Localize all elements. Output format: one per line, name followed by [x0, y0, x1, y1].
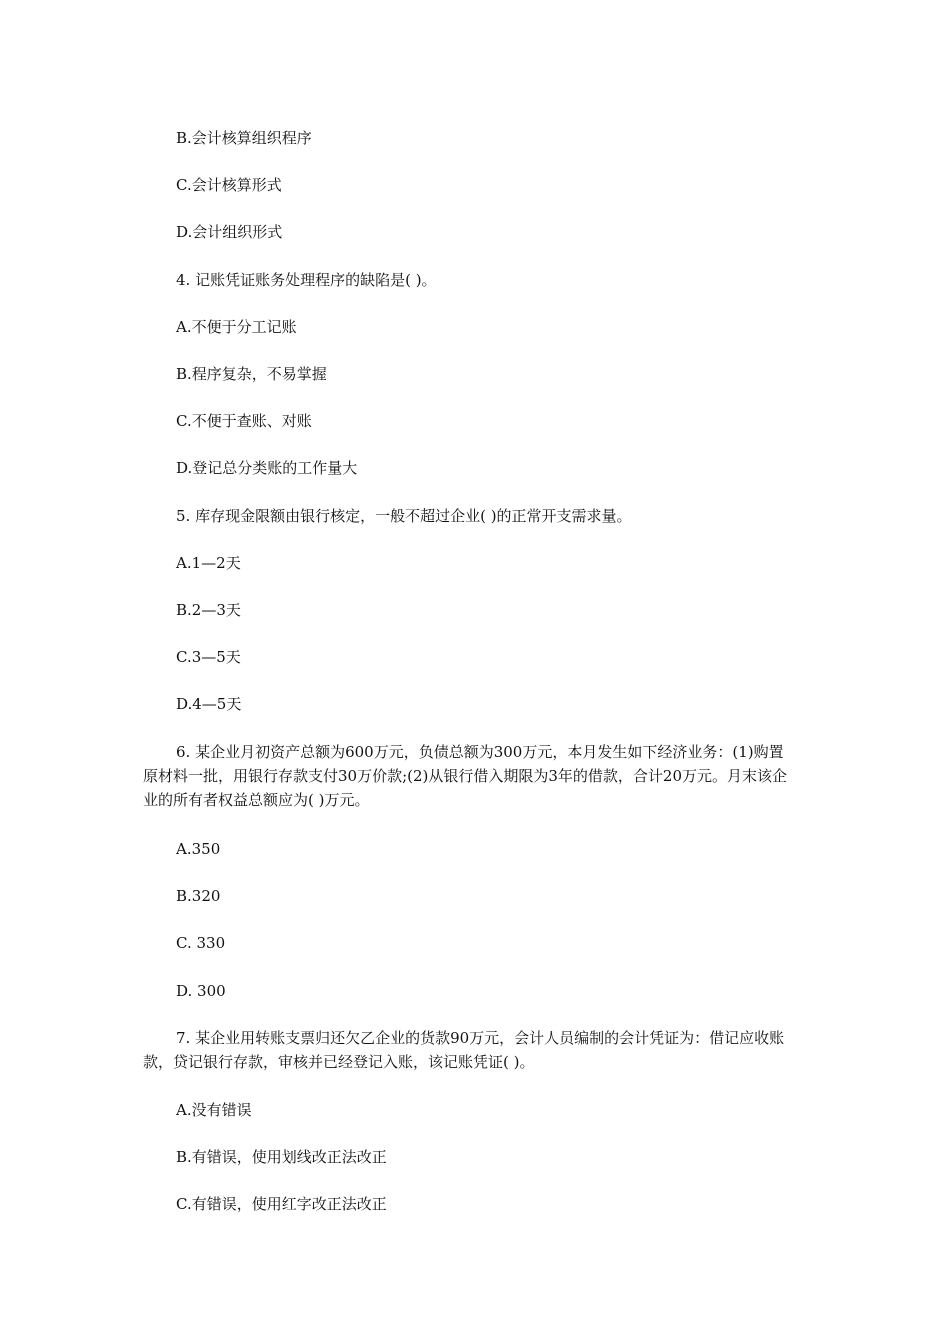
option-6a: A.350 [176, 840, 221, 858]
question-6: 6. 某企业月初资产总额为600万元，负债总额为300万元，本月发生如下经济业务：(1)购置原材料一批，用银行存款支付30万价款;(2)从银行借入期限为3年的借款，合计20万元。月末该企业的所有者权益总额应为( )万元。 [143, 743, 788, 809]
option-4d: D.登记总分类账的工作量大 [176, 459, 358, 477]
option-3b: B.会计核算组织程序 [176, 129, 312, 147]
option-4b: B.程序复杂，不易掌握 [176, 365, 327, 383]
option-5a: A.1—2天 [176, 554, 241, 572]
option-4a: A.不便于分工记账 [176, 318, 297, 336]
option-5b: B.2—3天 [176, 601, 241, 619]
option-4c: C.不便于查账、对账 [176, 412, 312, 430]
option-7b: B.有错误，使用划线改正法改正 [176, 1148, 387, 1166]
option-7a: A.没有错误 [176, 1101, 252, 1119]
option-5d: D.4—5天 [176, 695, 242, 713]
option-5c: C.3—5天 [176, 648, 241, 666]
question-4: 4. 记账凭证账务处理程序的缺陷是( )。 [176, 271, 437, 289]
option-3d: D.会计组织形式 [176, 223, 283, 241]
option-6d: D. 300 [176, 982, 226, 1000]
question-5: 5. 库存现金限额由银行核定，一般不超过企业( )的正常开支需求量。 [176, 507, 632, 525]
question-7: 7. 某企业用转账支票归还欠乙企业的货款90万元，会计人员编制的会计凭证为：借记应收账款，贷记银行存款，审核并已经登记入账，该记账凭证( )。 [143, 1029, 785, 1071]
option-6c: C. 330 [176, 934, 226, 952]
option-7c: C.有错误，使用红字改正法改正 [176, 1195, 387, 1213]
option-6b: B.320 [176, 887, 221, 905]
option-3c: C.会计核算形式 [176, 176, 282, 194]
